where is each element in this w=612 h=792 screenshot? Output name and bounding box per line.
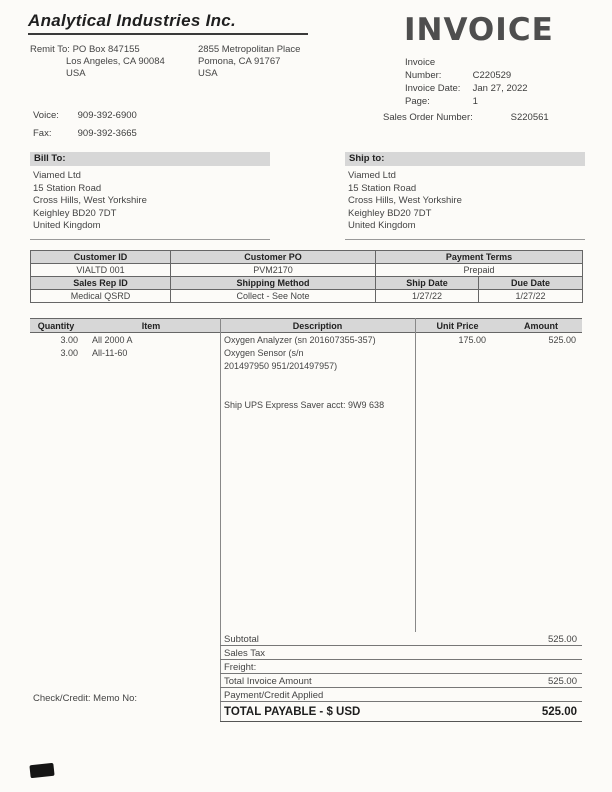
voice-label: Voice: [33,110,59,121]
payment-terms-header: Payment Terms [376,251,583,264]
subtotal-label: Subtotal [224,634,259,645]
line-item-description: Oxygen Sensor (s/n [224,347,304,358]
ship-to-line: Viamed Ltd [348,170,396,181]
invoice-meta-block [405,56,528,108]
order-info-table [30,250,583,303]
street-country: USA [198,68,218,79]
total-payable-label: TOTAL PAYABLE - $ USD [224,706,361,718]
page-label: Page: [405,96,430,107]
remit-po-box: PO Box 847155 [72,44,140,55]
freight-label: Freight: [224,662,257,673]
bill-to-box [30,152,270,240]
order-info-header-row-2 [31,277,583,290]
description-column-right-rule [415,318,416,632]
remit-city: Los Angeles, CA 90084 [66,56,165,67]
ship-to-line: Keighley BD20 7DT [348,207,432,219]
line-items-body [30,333,582,632]
line-item-amount: 525.00 [548,334,576,345]
customer-po-value: PVM2170 [171,264,376,277]
line-item-row [30,333,582,346]
remit-label: Remit To: [30,44,70,55]
line-item-unit-price: 175.00 [458,334,486,345]
voice-row [33,110,137,121]
company-name-underline [28,33,308,35]
bill-to-address [30,166,270,240]
total-invoice-amount-value: 525.00 [547,676,577,687]
remit-country: USA [66,68,86,79]
sales-order-row [383,112,549,123]
ship-to-line: Cross Hills, West Yorkshire [348,195,462,206]
line-item-code: All-11-60 [92,347,128,358]
sales-rep-header: Sales Rep ID [31,277,171,290]
totals-section [220,632,582,722]
invoice-number-label: Invoice Number: [405,57,442,81]
order-info-header-row-1 [31,251,583,264]
street-line: 2855 Metropolitan Place [198,44,301,55]
subtotal-value: 525.00 [547,634,577,645]
line-item-quantity: 3.00 [60,347,78,358]
ship-to-line: United Kingdom [348,220,416,231]
fax-value: 909-392-3665 [77,128,137,139]
bill-to-line: 15 Station Road [33,182,102,194]
line-item-description: Oxygen Analyzer (sn 201607355-357) [224,334,376,345]
fax-row [33,128,137,139]
invoice-number-row [405,56,528,82]
company-name: Analytical Industries Inc. [28,11,237,30]
invoice-number-value: C220529 [472,70,512,81]
payment-credit-applied-label: Payment/Credit Applied [224,690,324,701]
amount-header: Amount [524,320,558,331]
line-item-row [30,398,582,411]
remit-address-block [30,44,165,80]
remit-line-1 [30,44,165,56]
payment-terms-value: Prepaid [376,264,583,277]
line-item-row [30,359,582,372]
ship-date-header: Ship Date [376,277,479,290]
invoice-date-label: Invoice Date: [405,83,461,94]
order-info-value-row-2 [31,290,583,303]
bill-to-line: United Kingdom [33,220,101,231]
ship-to-header: Ship to: [345,152,585,166]
line-item-code: All 2000 A [92,334,133,345]
page-value: 1 [472,96,478,107]
customer-po-header: Customer PO [171,251,376,264]
check-credit-memo-label: Check/Credit: Memo No: [33,693,138,704]
invoice-date-value: Jan 27, 2022 [472,83,528,94]
ship-to-box [345,152,585,240]
order-info-value-row-1 [31,264,583,277]
bill-to-header: Bill To: [30,152,270,166]
bill-to-line: Keighley BD20 7DT [33,207,117,219]
ship-to-line: 15 Station Road [348,182,417,194]
ship-to-address [345,166,585,240]
ship-date-value: 1/27/22 [376,290,479,303]
due-date-value: 1/27/22 [479,290,583,303]
freight-row [220,660,582,674]
invoice-date-row [405,82,528,95]
line-items-header [30,318,582,333]
invoice-page-row [405,95,528,108]
scan-artifact-mark [29,763,54,778]
sales-tax-label: Sales Tax [224,648,266,659]
total-payable-value: 525.00 [541,706,577,718]
sales-tax-row [220,646,582,660]
bill-to-line: Viamed Ltd [33,170,81,181]
street-city: Pomona, CA 91767 [198,56,281,67]
item-header: Item [141,320,161,331]
bill-to-line: Cross Hills, West Yorkshire [33,195,147,206]
due-date-header: Due Date [479,277,583,290]
total-invoice-amount-label: Total Invoice Amount [224,676,312,687]
description-header: Description [292,320,343,331]
voice-value: 909-392-6900 [77,110,137,121]
customer-id-value: VIALTD 001 [31,264,171,277]
shipping-method-value: Collect - See Note [171,290,376,303]
payment-credit-applied-row [220,688,582,702]
quantity-header: Quantity [37,320,75,331]
total-payable-row [220,702,582,722]
sales-rep-value: Medical QSRD [31,290,171,303]
street-address-block [198,44,300,80]
subtotal-row [220,632,582,646]
total-invoice-amount-row [220,674,582,688]
sales-order-value: S220561 [510,112,549,123]
line-item-description: 201497950 951/201497957) [224,360,338,371]
line-item-row [30,346,582,359]
sales-order-label: Sales Order Number: [383,112,473,123]
line-item-quantity: 3.00 [60,334,78,345]
shipping-method-header: Shipping Method [171,277,376,290]
fax-label: Fax: [33,128,52,139]
invoice-title: INVOICE [404,12,554,48]
line-item-description: Ship UPS Express Saver acct: 9W9 638 [224,399,385,410]
unit-price-header: Unit Price [436,320,479,331]
customer-id-header: Customer ID [31,251,171,264]
